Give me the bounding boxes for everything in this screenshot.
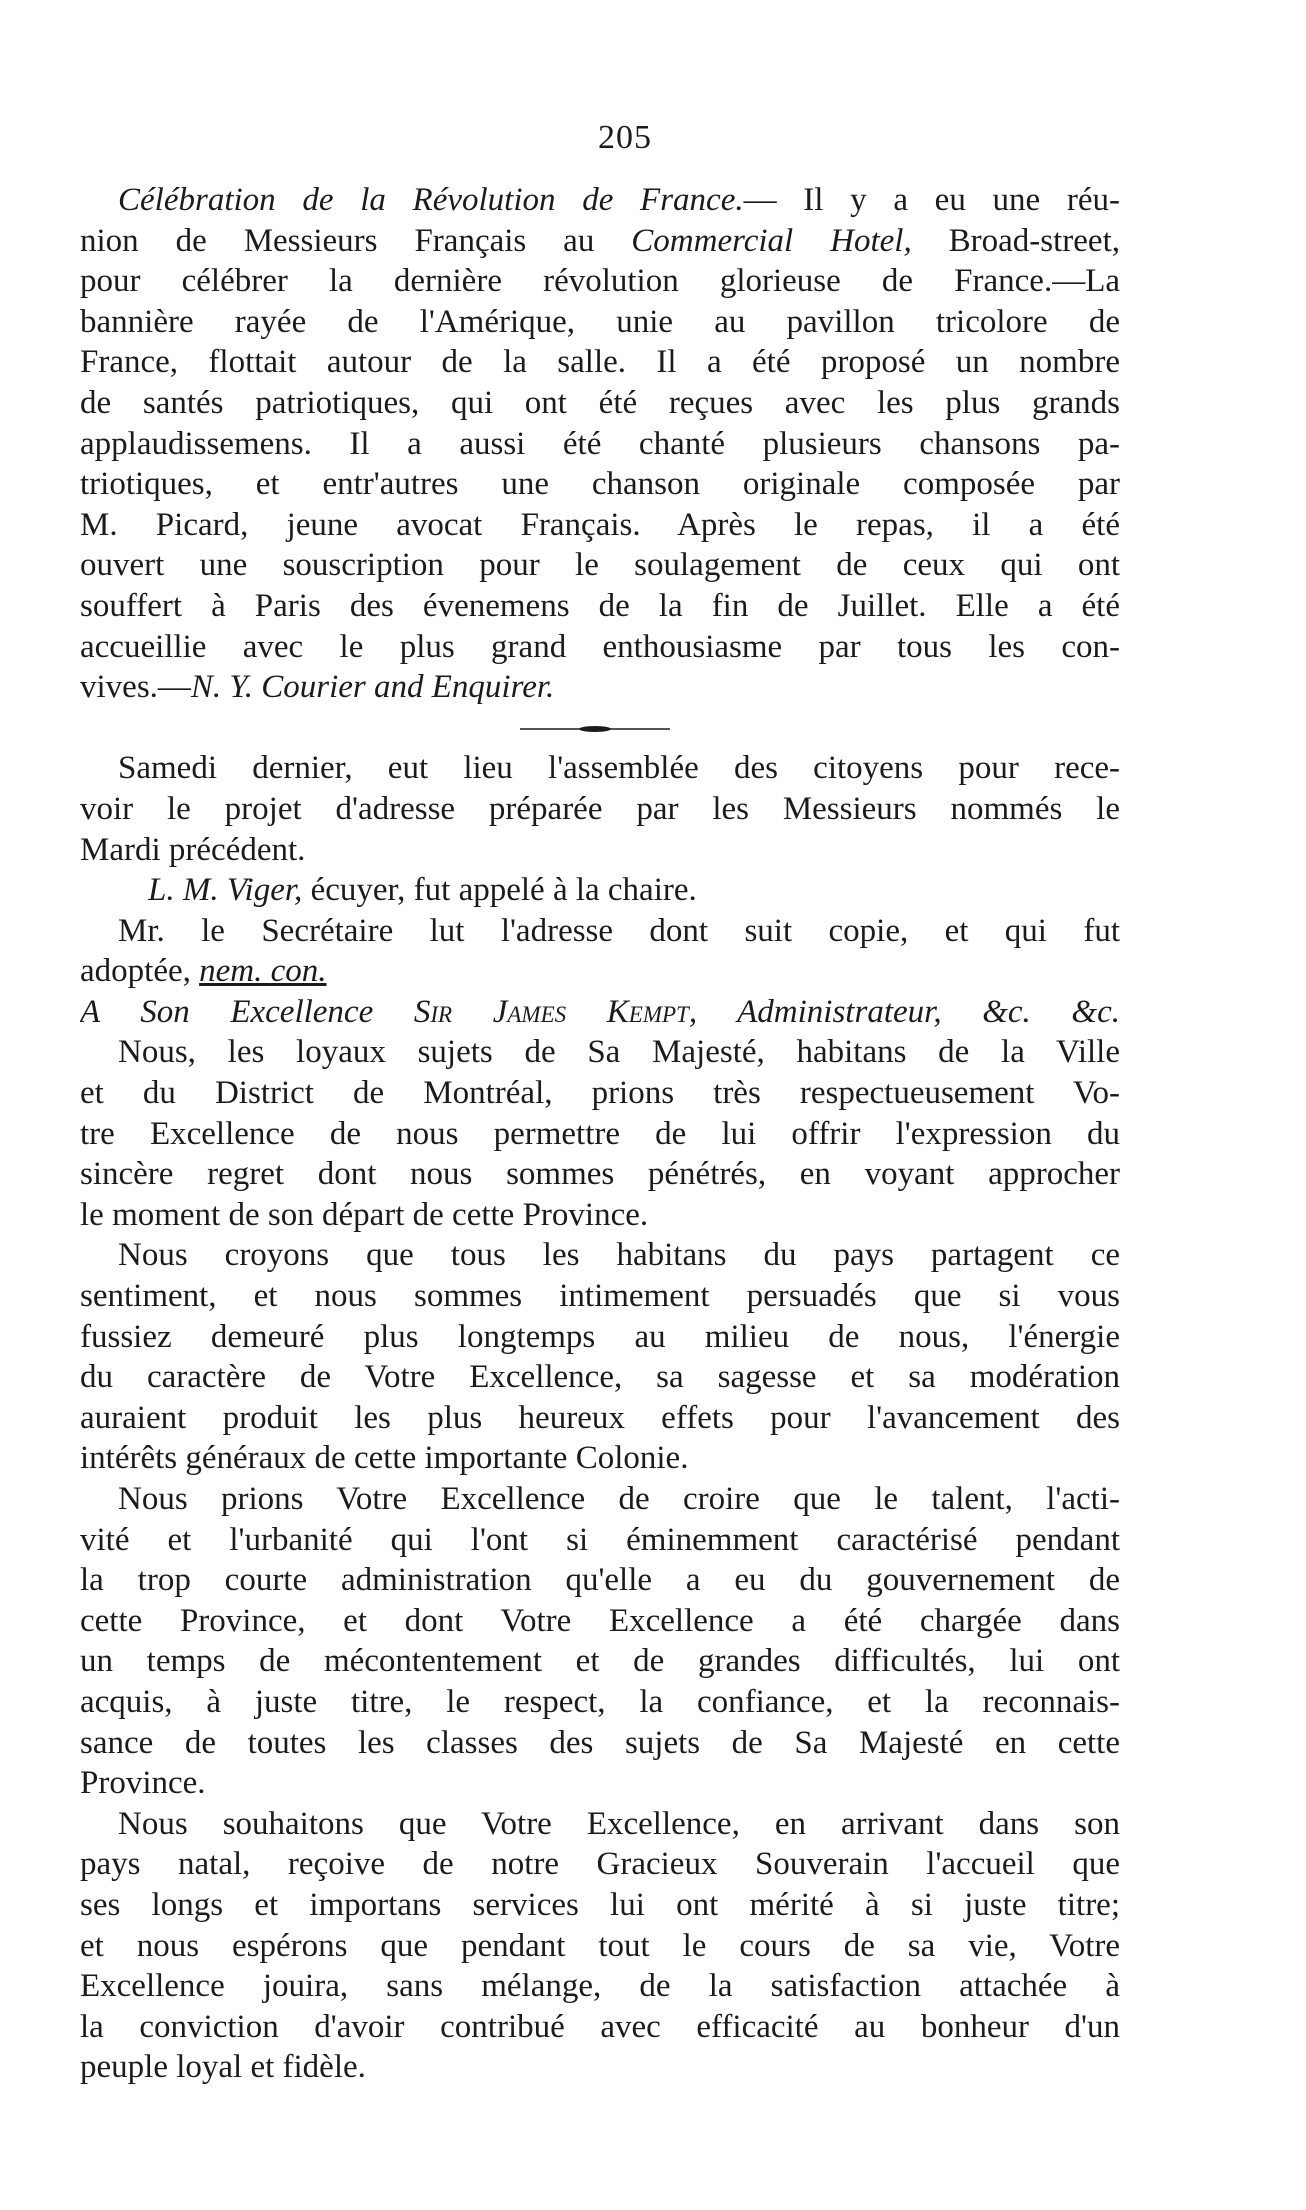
text-line: Nous souhaitons que Votre Excellence, en arrivant dans son (118, 1805, 1120, 1842)
separator-rule-icon (520, 726, 670, 732)
text-line: nion de Messieurs Français au Commercial Hotel, Broad-street, (80, 222, 1120, 259)
text-line: souffert à Paris des évenemens de la fin de Juillet. Elle a été (80, 587, 1120, 624)
text-line: pays natal, reçoive de notre Gracieux Souverain l'accueil que (80, 1846, 1120, 1883)
text-line: auraient produit les plus heureux effets pour l'avancement des (80, 1399, 1120, 1436)
page-number: 205 (598, 119, 652, 156)
section-separator (80, 708, 1120, 749)
text-line: cette Province, et dont Votre Excellence a été chargée dans (80, 1602, 1120, 1639)
text-line: sincère regret dont nous sommes pénétrés, en voyant approcher (80, 1156, 1120, 1193)
text-line: Nous croyons que tous les habitans du pays partagent ce (118, 1237, 1120, 1274)
chair-line: L. M. Viger, écuyer, fut appelé à la chaire. (148, 872, 697, 909)
text-line: Excellence jouira, sans mélange, de la satisfaction attachée à (80, 1968, 1120, 2005)
nem-con: nem. con. (199, 953, 327, 990)
text-line: fussiez demeuré plus longtemps au milieu de nous, l'énergie (80, 1318, 1120, 1355)
source-line: vives.—N. Y. Courier and Enquirer. (80, 669, 555, 706)
chair-name: L. M. Viger, (148, 872, 303, 909)
text-line: de santés patriotiques, qui ont été reçues avec les plus grands (80, 384, 1120, 421)
text-line: la trop courte administration qu'elle a eu du gouvernement de (80, 1562, 1120, 1599)
text-line: sentiment, et nous sommes intimement persuadés que si vous (80, 1278, 1120, 1315)
text-line: peuple loyal et fidèle. (80, 2049, 366, 2086)
hotel-name: Commercial Hotel, (631, 222, 912, 259)
text-line: acquis, à juste titre, le respect, la confiance, et la reconnais- (80, 1683, 1120, 1720)
text-line: et nous espérons que pendant tout le cours de sa vie, Votre (80, 1927, 1120, 1964)
text-line: ses longs et importans services lui ont mérité à si juste titre; (80, 1886, 1120, 1923)
text-line: M. Picard, jeune avocat Français. Après le repas, il a été (80, 506, 1120, 543)
text-line: bannière rayée de l'Amérique, unie au pavillon tricolore de (80, 303, 1120, 340)
text-line: sance de toutes les classes des sujets de Sa Majesté en cette (80, 1724, 1120, 1761)
text-line: voir le projet d'adresse préparée par les Messieurs nommés le (80, 790, 1120, 827)
source-citation: N. Y. Courier and Enquirer. (190, 669, 555, 706)
text-line: et du District de Montréal, prions très respectueusement Vo- (80, 1075, 1120, 1112)
text-line: pour célébrer la dernière révolution glorieuse de France.—La (80, 263, 1120, 300)
text-line: intérêts généraux de cette importante Colonie. (80, 1440, 689, 1477)
text-line: applaudissemens. Il a aussi été chanté plusieurs chansons pa- (80, 425, 1120, 462)
address-header: A Son Excellence Sir James Kempt, Administrateur, &c. &c. (80, 993, 1120, 1030)
text-line: ouvert une souscription pour le soulagement de ceux qui ont (80, 547, 1120, 584)
article-title: Célébration de la Révolution de France. (118, 182, 744, 218)
text-line: Province. (80, 1765, 206, 1802)
text-line: Samedi dernier, eut lieu l'assemblée des citoyens pour rece- (118, 750, 1120, 787)
article-body (80, 180, 1120, 2088)
article-title-line: Célébration de la Révolution de France.— Il y a eu une réu- (118, 182, 1120, 218)
text-line: tre Excellence de nous permettre de lui offrir l'expression du (80, 1115, 1120, 1152)
text-line: la conviction d'avoir contribué avec efficacité au bonheur d'un (80, 2008, 1120, 2045)
text-line: Mr. le Secrétaire lut l'adresse dont suit copie, et qui fut (118, 912, 1120, 949)
text-line: le moment de son départ de cette Province. (80, 1196, 649, 1233)
text-line: Mardi précédent. (80, 831, 306, 868)
text-line: France, flottait autour de la salle. Il a été proposé un nombre (80, 344, 1120, 381)
text-line: adoptée, nem. con. (80, 953, 327, 990)
text-line: Nous prions Votre Excellence de croire que le talent, l'acti- (118, 1481, 1120, 1517)
text-line: accueillie avec le plus grand enthousiasme par tous les con- (80, 628, 1120, 665)
text-line: du caractère de Votre Excellence, sa sagesse et sa modération (80, 1359, 1120, 1396)
text-line: un temps de mécontentement et de grandes difficultés, lui ont (80, 1643, 1120, 1680)
text-line: vité et l'urbanité qui l'ont si éminemment caractérisé pendant (80, 1521, 1120, 1558)
text-line: triotiques, et entr'autres une chanson originale composée par (80, 466, 1120, 503)
addressee-name: Sir James Kempt, (413, 993, 698, 1030)
text-line: Nous, les loyaux sujets de Sa Majesté, habitans de la Ville (118, 1034, 1120, 1071)
